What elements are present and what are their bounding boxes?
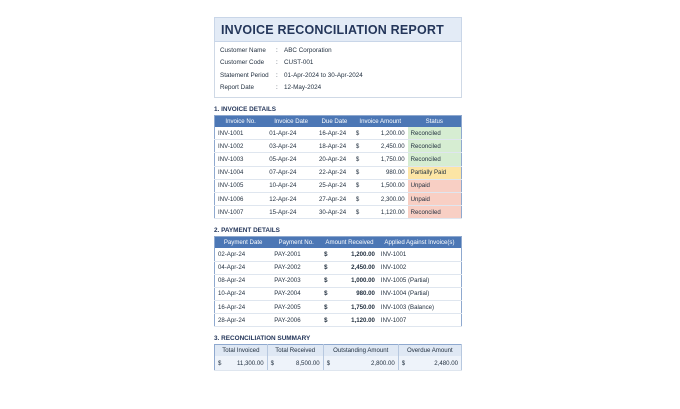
currency: $ bbox=[270, 359, 275, 367]
status-badge: Reconciled bbox=[408, 153, 462, 166]
invoice-amount bbox=[353, 206, 408, 219]
column-header: Invoice No. bbox=[215, 116, 267, 128]
column-header: Invoice Amount bbox=[353, 116, 408, 128]
invoice-number: INV-1004 bbox=[215, 166, 267, 179]
statement-period-label: Statement Period bbox=[220, 71, 269, 79]
payment-date: 02-Apr-24 bbox=[215, 248, 272, 261]
amount-received bbox=[321, 248, 378, 261]
customer-name-label: Customer Name bbox=[220, 46, 266, 54]
amount-value: 1,000.00 bbox=[351, 277, 375, 285]
currency: $ bbox=[324, 316, 328, 324]
amount-received bbox=[321, 274, 378, 287]
colon: : bbox=[276, 71, 278, 79]
payment-number: PAY-2004 bbox=[271, 287, 321, 300]
invoice-number: INV-1005 bbox=[215, 179, 267, 192]
currency: $ bbox=[401, 359, 406, 367]
column-header: Overdue Amount bbox=[398, 345, 461, 357]
invoice-amount bbox=[353, 179, 408, 192]
payment-number: PAY-2001 bbox=[271, 248, 321, 261]
column-header: Payment Date bbox=[215, 237, 272, 249]
invoice-number: INV-1007 bbox=[215, 206, 267, 219]
invoice-row bbox=[215, 140, 462, 153]
currency: $ bbox=[324, 277, 328, 285]
payment-row bbox=[215, 261, 462, 274]
currency: $ bbox=[324, 264, 328, 272]
amount-value: 1,500.00 bbox=[380, 182, 405, 190]
currency: $ bbox=[355, 208, 360, 216]
report-title: INVOICE RECONCILIATION REPORT bbox=[214, 17, 462, 42]
payment-header-row bbox=[215, 237, 462, 249]
invoice-amount bbox=[353, 140, 408, 153]
invoice-date: 03-Apr-24 bbox=[266, 140, 316, 153]
column-header: Payment No. bbox=[271, 237, 321, 249]
outstanding-amount-value: 2,800.00 bbox=[371, 359, 395, 367]
payment-row bbox=[215, 274, 462, 287]
customer-code-row bbox=[215, 57, 461, 70]
amount-received bbox=[321, 287, 378, 300]
amount-value: 1,120.00 bbox=[380, 208, 405, 216]
invoice-row bbox=[215, 153, 462, 166]
due-date: 22-Apr-24 bbox=[316, 166, 353, 179]
column-header: Amount Received bbox=[321, 237, 378, 249]
applied-invoice: INV-1002 bbox=[378, 261, 462, 274]
column-header: Outstanding Amount bbox=[323, 345, 398, 357]
overdue-amount-value: 2,480.00 bbox=[434, 359, 458, 367]
currency: $ bbox=[218, 359, 222, 367]
column-header: Total Received bbox=[267, 345, 323, 357]
currency: $ bbox=[324, 303, 328, 311]
invoice-amount bbox=[353, 166, 408, 179]
customer-info bbox=[214, 42, 462, 98]
customer-name-value: ABC Corporation bbox=[284, 46, 332, 54]
invoice-amount bbox=[353, 127, 408, 140]
amount-value: 2,450.00 bbox=[380, 142, 405, 150]
status-badge: Unpaid bbox=[408, 192, 462, 205]
payment-number: PAY-2006 bbox=[271, 314, 321, 327]
amount-value: 1,750.00 bbox=[351, 303, 375, 311]
payment-table bbox=[214, 236, 462, 327]
report-document bbox=[214, 17, 462, 371]
total-invoiced-value: 11,300.00 bbox=[237, 359, 264, 367]
due-date: 20-Apr-24 bbox=[316, 153, 353, 166]
colon: : bbox=[276, 84, 278, 92]
payment-number: PAY-2003 bbox=[271, 274, 321, 287]
due-date: 30-Apr-24 bbox=[316, 206, 353, 219]
invoice-number: INV-1002 bbox=[215, 140, 267, 153]
status-badge: Partially Paid bbox=[408, 166, 462, 179]
currency: $ bbox=[355, 169, 360, 177]
payment-section-title: 2. PAYMENT DETAILS bbox=[214, 227, 280, 235]
payment-number: PAY-2005 bbox=[271, 301, 321, 314]
amount-value: 1,120.00 bbox=[351, 316, 375, 324]
payment-date: 16-Apr-24 bbox=[215, 301, 272, 314]
payment-date: 28-Apr-24 bbox=[215, 314, 272, 327]
applied-invoice: INV-1001 bbox=[378, 248, 462, 261]
invoice-date: 15-Apr-24 bbox=[266, 206, 316, 219]
column-header: Due Date bbox=[316, 116, 353, 128]
invoice-row bbox=[215, 206, 462, 219]
invoice-number: INV-1001 bbox=[215, 127, 267, 140]
invoice-date: 12-Apr-24 bbox=[266, 192, 316, 205]
column-header: Invoice Date bbox=[266, 116, 316, 128]
total-invoiced-cell bbox=[215, 356, 268, 371]
payment-row bbox=[215, 287, 462, 300]
invoice-date: 07-Apr-24 bbox=[266, 166, 316, 179]
amount-value: 980.00 bbox=[356, 290, 375, 298]
invoice-date: 10-Apr-24 bbox=[266, 179, 316, 192]
amount-value: 1,200.00 bbox=[380, 129, 405, 137]
due-date: 27-Apr-24 bbox=[316, 192, 353, 205]
invoice-amount bbox=[353, 192, 408, 205]
report-date-value: 12-May-2024 bbox=[284, 84, 322, 92]
summary-row bbox=[215, 356, 462, 371]
status-badge: Unpaid bbox=[408, 179, 462, 192]
currency: $ bbox=[355, 142, 360, 150]
invoice-row bbox=[215, 192, 462, 205]
currency: $ bbox=[324, 290, 328, 298]
invoice-number: INV-1003 bbox=[215, 153, 267, 166]
amount-received bbox=[321, 301, 378, 314]
currency: $ bbox=[355, 129, 360, 137]
customer-name-row bbox=[215, 44, 461, 57]
statement-period-value: 01-Apr-2024 to 30-Apr-2024 bbox=[284, 71, 363, 79]
column-header: Applied Against Invoice(s) bbox=[378, 237, 462, 249]
due-date: 18-Apr-24 bbox=[316, 140, 353, 153]
due-date: 25-Apr-24 bbox=[316, 179, 353, 192]
amount-value: 1,200.00 bbox=[351, 250, 375, 258]
payment-date: 04-Apr-24 bbox=[215, 261, 272, 274]
currency: $ bbox=[326, 359, 331, 367]
invoice-header-row bbox=[215, 116, 462, 128]
total-received-cell bbox=[267, 356, 323, 371]
payment-row bbox=[215, 248, 462, 261]
applied-invoice: INV-1003 (Balance) bbox=[378, 301, 462, 314]
summary-header-row bbox=[215, 345, 462, 357]
amount-value: 1,750.00 bbox=[380, 155, 405, 163]
amount-value: 2,300.00 bbox=[380, 195, 405, 203]
customer-code-value: CUST-001 bbox=[284, 59, 314, 67]
status-badge: Reconciled bbox=[408, 140, 462, 153]
due-date: 16-Apr-24 bbox=[316, 127, 353, 140]
invoice-row bbox=[215, 127, 462, 140]
invoice-date: 01-Apr-24 bbox=[266, 127, 316, 140]
amount-value: 2,450.00 bbox=[351, 264, 375, 272]
invoice-amount bbox=[353, 153, 408, 166]
payment-row bbox=[215, 314, 462, 327]
amount-value: 980.00 bbox=[385, 169, 405, 177]
applied-invoice: INV-1005 (Partial) bbox=[378, 274, 462, 287]
applied-invoice: INV-1004 (Partial) bbox=[378, 287, 462, 300]
currency: $ bbox=[355, 155, 360, 163]
report-date-row bbox=[215, 82, 461, 95]
colon: : bbox=[276, 46, 278, 54]
invoice-date: 05-Apr-24 bbox=[266, 153, 316, 166]
invoice-section-title: 1. INVOICE DETAILS bbox=[214, 106, 277, 113]
payment-row bbox=[215, 301, 462, 314]
status-badge: Reconciled bbox=[408, 206, 462, 219]
colon: : bbox=[276, 59, 278, 67]
amount-received bbox=[321, 314, 378, 327]
currency: $ bbox=[355, 182, 360, 190]
invoice-row bbox=[215, 166, 462, 179]
total-received-value: 8,500.00 bbox=[295, 359, 320, 367]
report-date-label: Report Date bbox=[220, 84, 254, 92]
statement-period-row bbox=[215, 69, 461, 82]
currency: $ bbox=[324, 250, 328, 258]
invoice-row bbox=[215, 179, 462, 192]
summary-section-title: 3. RECONCILIATION SUMMARY bbox=[214, 335, 311, 343]
summary-table bbox=[214, 344, 462, 371]
amount-received bbox=[321, 261, 378, 274]
payment-date: 10-Apr-24 bbox=[215, 287, 272, 300]
overdue-amount-cell bbox=[398, 356, 461, 371]
column-header: Total Invoiced bbox=[215, 345, 268, 357]
invoice-number: INV-1006 bbox=[215, 192, 267, 205]
currency: $ bbox=[355, 195, 360, 203]
payment-number: PAY-2002 bbox=[271, 261, 321, 274]
payment-date: 08-Apr-24 bbox=[215, 274, 272, 287]
outstanding-amount-cell bbox=[323, 356, 398, 371]
status-badge: Reconciled bbox=[408, 127, 462, 140]
customer-code-label: Customer Code bbox=[220, 59, 265, 67]
invoice-table bbox=[214, 115, 462, 219]
applied-invoice: INV-1007 bbox=[378, 314, 462, 327]
column-header: Status bbox=[408, 116, 462, 128]
